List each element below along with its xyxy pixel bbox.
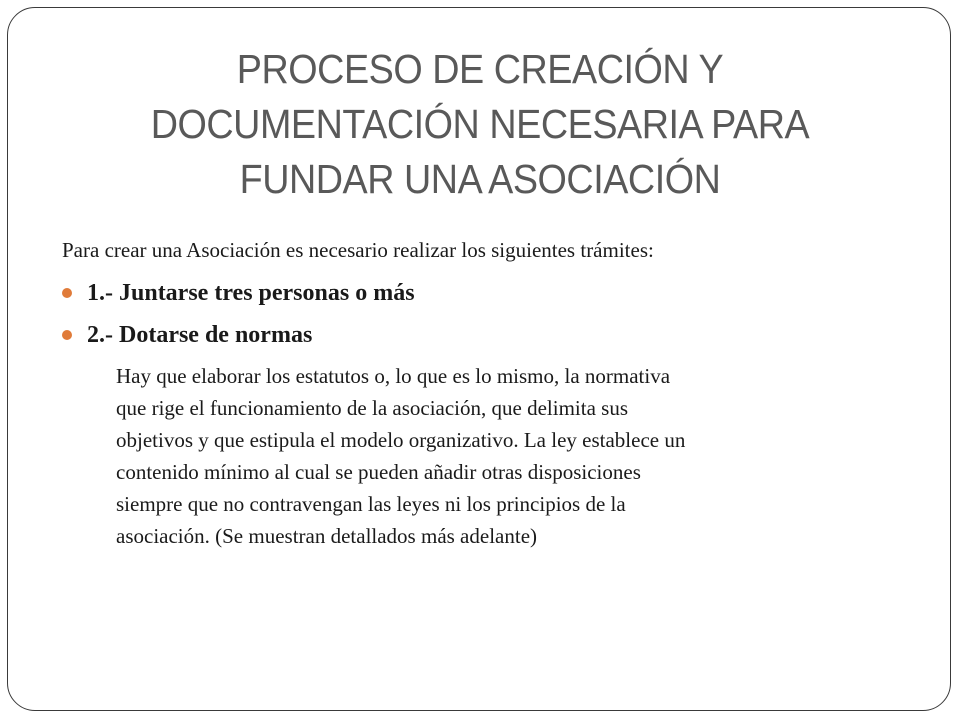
title-line: PROCESO DE CREACIÓN Y [236,46,724,92]
bullet-item [62,320,912,350]
paragraph-line: objetivos y que estipula el modelo organizativo. La ley establece un [116,428,686,452]
slide-content [62,236,912,552]
slide-title [60,42,900,207]
paragraph-line: asociación. (Se muestran detallados más adelante) [116,524,538,548]
description-paragraph [116,360,906,552]
bullet-text: 2.- Dotarse de normas [87,322,313,348]
title-line: FUNDAR UNA ASOCIACIÓN [239,156,721,202]
bullet-dot-icon [62,330,72,340]
paragraph-line: que rige el funcionamiento de la asociación, que delimita sus [116,396,628,420]
intro-text: Para crear una Asociación es necesario realizar los siguientes trámites: [62,238,654,262]
paragraph-line: contenido mínimo al cual se pueden añadir otras disposiciones [116,460,641,484]
paragraph-line: siempre que no contravengan las leyes ni los principios de la [116,492,626,516]
bullet-dot-icon [62,288,72,298]
bullet-text: 1.- Juntarse tres personas o más [87,280,415,306]
paragraph-line: Hay que elaborar los estatutos o, lo que es lo mismo, la normativa [116,364,671,388]
title-line: DOCUMENTACIÓN NECESARIA PARA [150,101,810,147]
bullet-item [62,278,912,308]
